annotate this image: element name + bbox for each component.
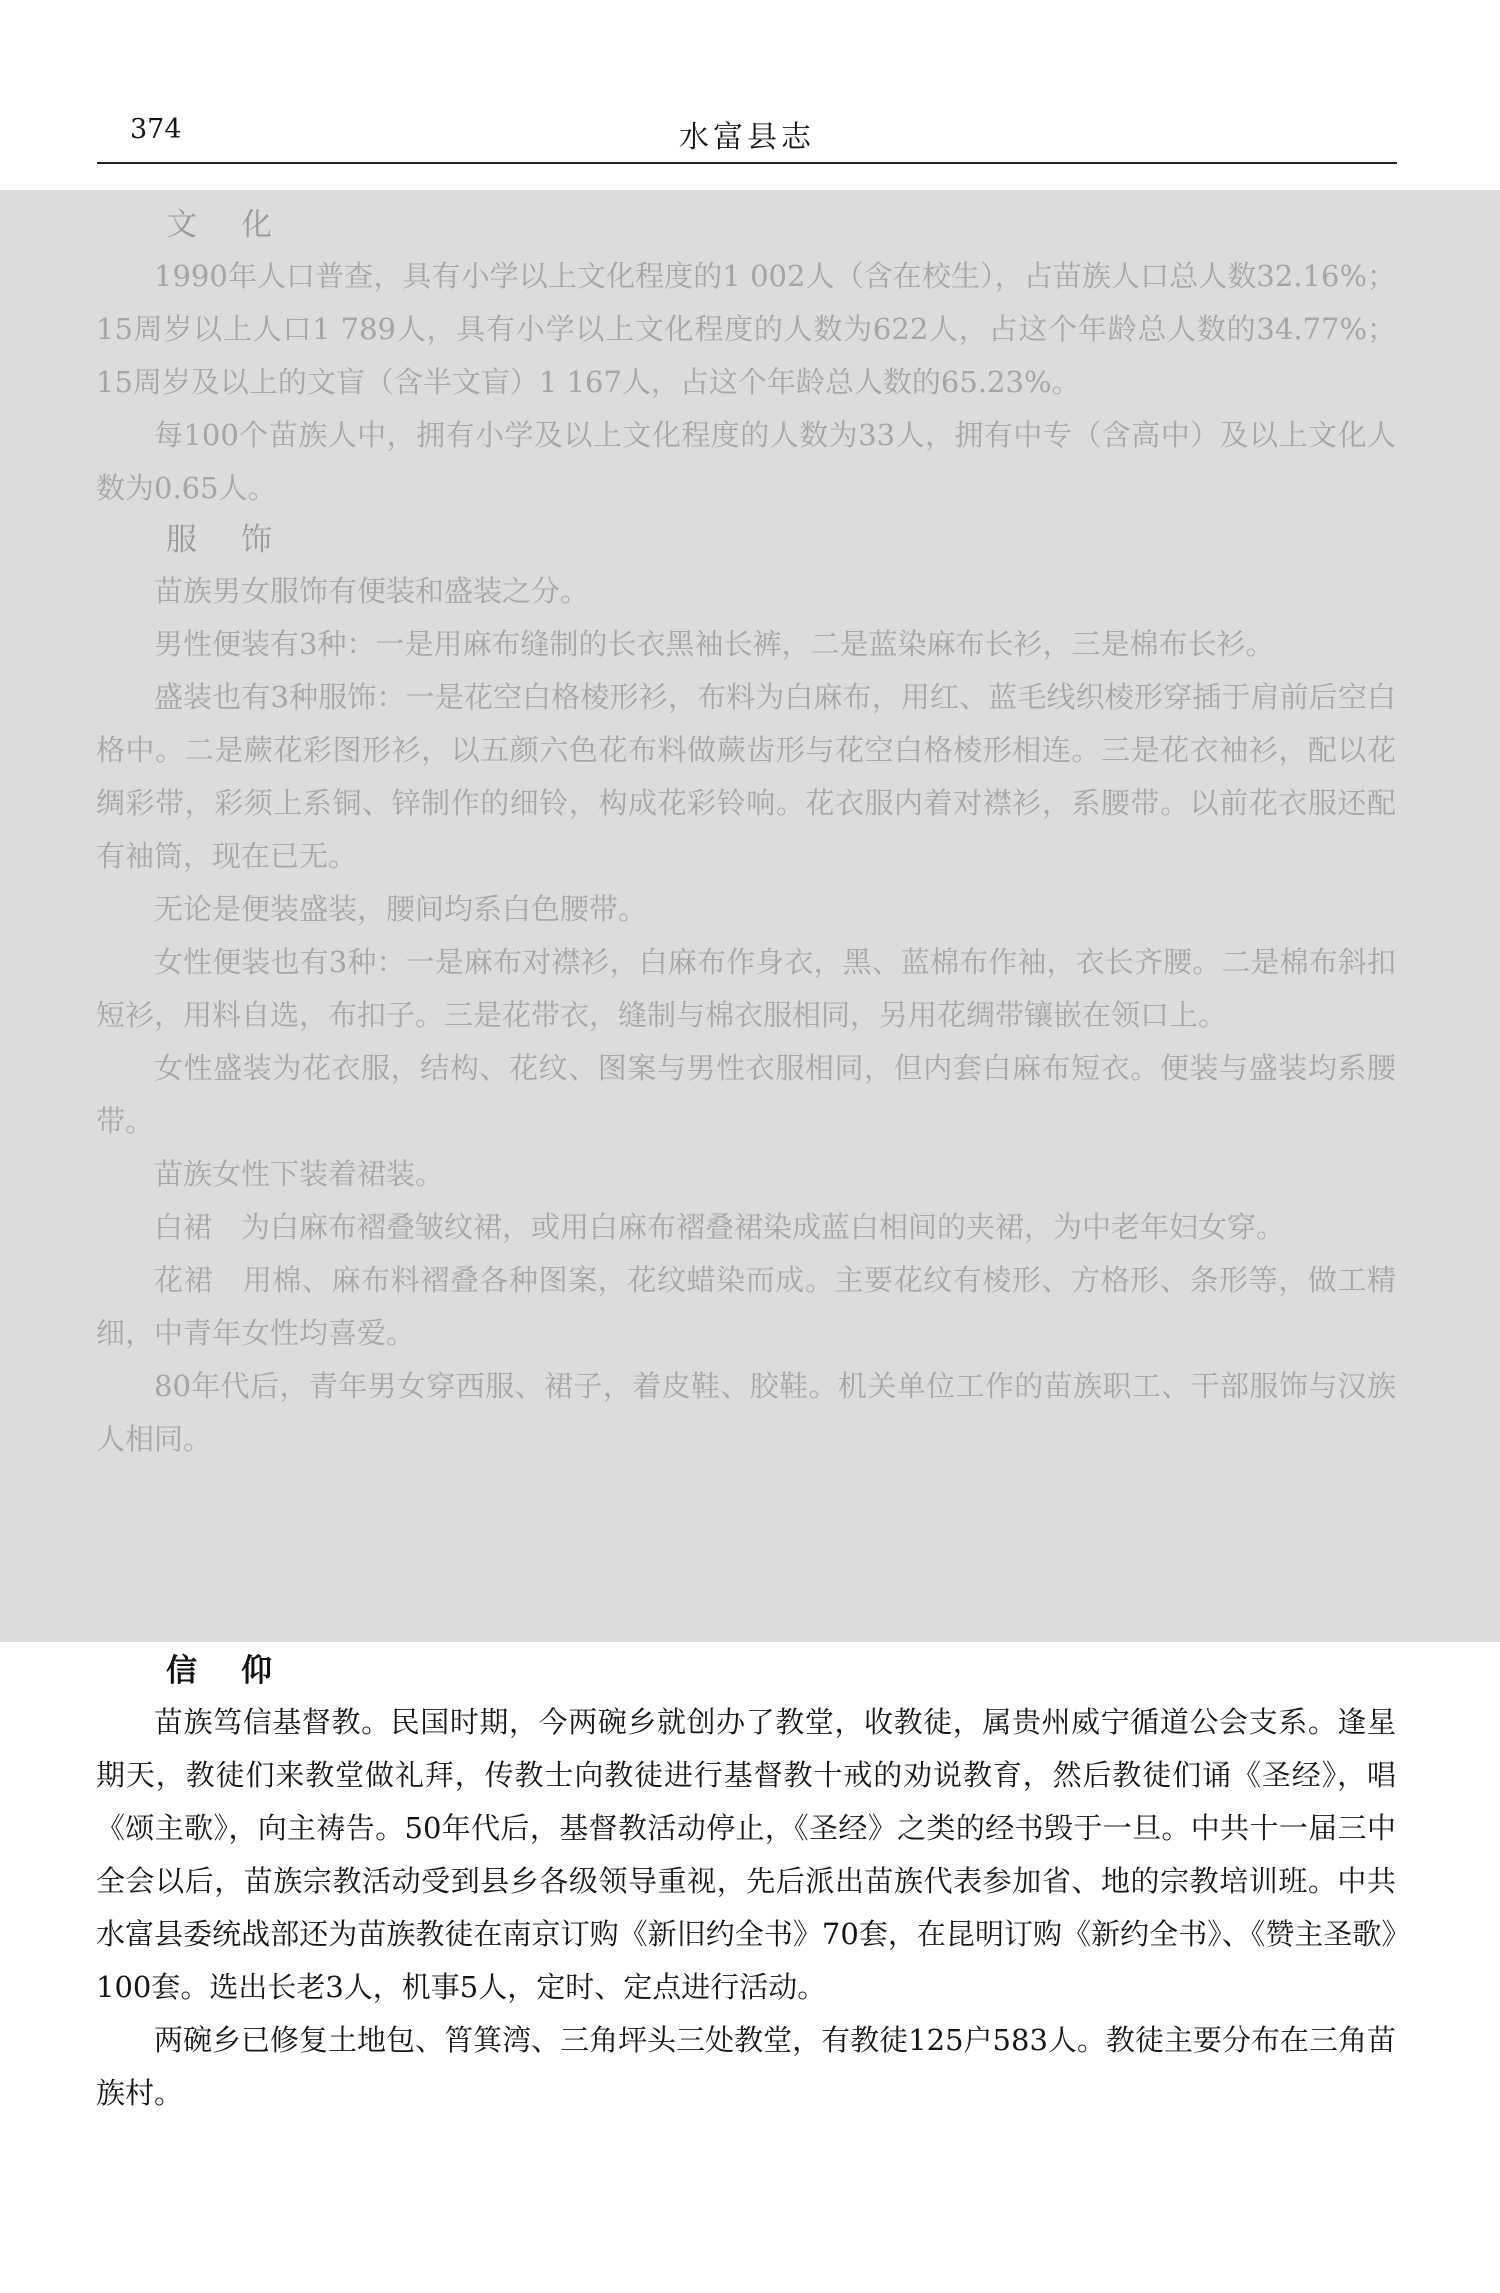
paragraph: 80年代后，青年男女穿西服、裙子，着皮鞋、胶鞋。机关单位工作的苗族职工、干部服饰与汉族人相同。 [96,1369,1396,1456]
paragraph: 花裙 用棉、麻布料褶叠各种图案，花纹蜡染而成。主要花纹有棱形、方格形、条形等，做工精细，中青年女性均喜爱。 [96,1263,1396,1350]
section-title-belief: 信仰 [166,1653,316,1689]
section-title-clothing: 服饰 [166,522,316,558]
paragraph: 每100个苗族人中，拥有小学及以上文化程度的人数为33人，拥有中专（含高中）及以上文化人数为0.65人。 [96,418,1396,505]
paragraph: 苗族笃信基督教。民国时期，今两碗乡就创办了教堂，收教徒，属贵州威宁循道公会支系。逢星期天，教徒们来教堂做礼拜，传教士向教徒进行基督教十戒的劝说教育，然后教徒们诵《圣经》，唱《颂主歌》，向主祷告。50年代后，基督教活动停止，《圣经》之类的经书毁于一旦。中共十一届三中全会以后，苗族宗教活动受到县乡各级领导重视，先后派出苗族代表参加省、地的宗教培训班。中共水富县委统战部还为苗族教徒在南京订购《新旧约全书》70套，在昆明订购《新约全书》、《赞主圣歌》100套。选出长老3人，机事5人，定时、定点进行活动。 [96,1705,1396,2004]
paragraph: 两碗乡已修复土地包、筲箕湾、三角坪头三处教堂，有教徒125户583人。教徒主要分布在三角苗族村。 [96,2023,1396,2110]
paragraph: 1990年人口普查，具有小学以上文化程度的1 002人（含在校生），占苗族人口总人数32.16%；15周岁以上人口1 789人，具有小学以上文化程度的人数为622人，占这个年龄总人数的34.77%；15周岁及以上的文盲（含半文盲）1 167人，占这个年龄总人数的65.23%。 [96,259,1396,399]
paragraph: 女性盛装为花衣服，结构、花纹、图案与男性衣服相同，但内套白麻布短衣。便装与盛装均系腰带。 [96,1051,1396,1138]
paragraph: 男性便装有3种：一是用麻布缝制的长衣黑袖长裤，二是蓝染麻布长衫，三是棉布长衫。 [154,627,1275,661]
faded-sections [96,200,1396,1466]
section-culture [96,200,1396,515]
running-title: 水富县志 [679,120,815,155]
paragraph: 白裙 为白麻布褶叠皱纹裙，或用白麻布褶叠裙染成蓝白相间的夹裙，为中老年妇女穿。 [154,1210,1286,1244]
paragraph: 盛装也有3种服饰：一是花空白格棱形衫，布料为白麻布，用红、蓝毛线织棱形穿插于肩前后空白格中。二是蕨花彩图形衫，以五颜六色花布料做蕨齿形与花空白格棱形相连。三是花衣袖衫，配以花绸彩带，彩须上系铜、锌制作的细铃，构成花彩铃响。花衣服内着对襟衫，系腰带。以前花衣服还配有袖筒，现在已无。 [96,680,1396,873]
paragraph: 苗族男女服饰有便装和盛装之分。 [154,574,590,608]
paragraph: 苗族女性下装着裙装。 [154,1157,445,1191]
paragraph: 无论是便装盛装，腰间均系白色腰带。 [154,892,648,926]
section-title-culture: 文化 [166,207,316,243]
page-header [97,110,1397,164]
paragraph: 女性便装也有3种：一是麻布对襟衫，白麻布作身衣，黑、蓝棉布作袖，衣长齐腰。二是棉布斜扣短衫，用料自选，布扣子。三是花带衣，缝制与棉衣服相同，另用花绸带镶嵌在领口上。 [96,945,1396,1032]
page-number: 374 [130,114,182,145]
section-belief [96,1646,1396,2120]
section-clothing [96,515,1396,1466]
